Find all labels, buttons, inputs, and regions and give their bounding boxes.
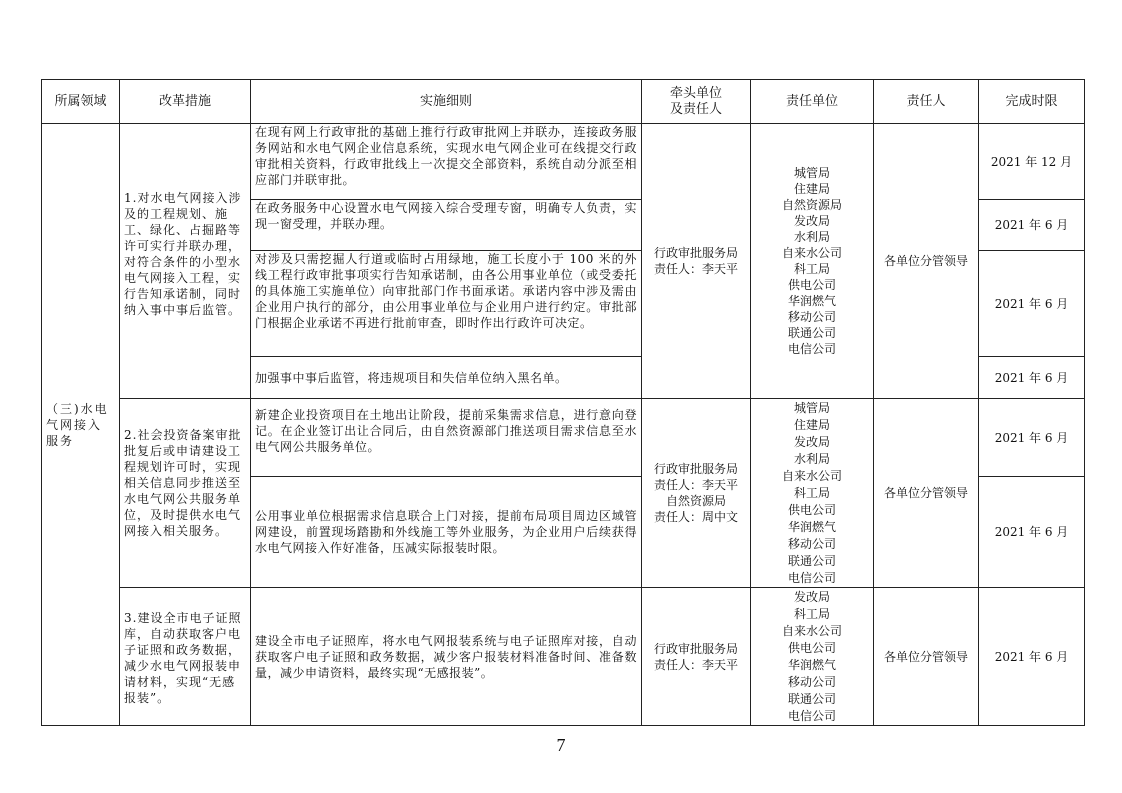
detail-cell: 建设全市电子证照库，将水电气网报装系统与电子证照库对接，自动获取客户电子证照和政务数据，减少客户报装材料准备时间、准备数量，减少申请资料，最终实现“无感报装”。: [251, 588, 642, 726]
responsible-unit: 科工局: [793, 485, 830, 500]
responsible-unit: 自来水公司: [781, 623, 842, 638]
responsible-units-cell: [751, 588, 874, 726]
responsible-unit: 联通公司: [787, 691, 836, 706]
measure-cell: 1.对水电气网接入涉及的工程规划、施工、绿化、占掘路等许可实行并联办理，对符合条件的小型水电气网接入工程，实行告知承诺制，同时纳入事中事后监管。: [120, 124, 251, 399]
responsible-unit: 华润燃气: [787, 294, 836, 308]
header-row: [42, 80, 1085, 124]
responsible-unit: 发改局: [793, 434, 830, 449]
lead-person: 责任人：李天平: [653, 262, 738, 276]
deadline-cell: 2021 年 6 月: [979, 477, 1085, 588]
responsible-unit: 电信公司: [787, 708, 836, 723]
measure-cell: 3.建设全市电子证照库，自动获取客户电子证照和政务数据，减少水电气网报装申请材料，实现“无感报装”。: [120, 588, 251, 726]
responsible-unit: 自来水公司: [781, 246, 842, 260]
responsible-unit: 供电公司: [787, 278, 836, 292]
responsible-unit: 移动公司: [787, 310, 836, 324]
table-row: [42, 588, 1085, 726]
lead-unit-cell: [642, 124, 751, 399]
deadline-cell: 2021 年 6 月: [979, 200, 1085, 251]
responsible-unit: 自来水公司: [781, 468, 842, 483]
responsible-unit: 电信公司: [787, 570, 836, 585]
deadline-cell: 2021 年 6 月: [979, 251, 1085, 357]
detail-cell: 公用事业单位根据需求信息联合上门对接，提前布局项目周边区域管网建设，前置现场踏勘和外线施工等外业服务，为企业用户后续获得水电气网接入作好准备，压减实际报装时限。: [251, 477, 642, 588]
table-row: [42, 399, 1085, 477]
responsible-unit: 住建局: [793, 182, 830, 196]
responsible-unit: 水利局: [793, 230, 830, 244]
responsible-unit: 移动公司: [787, 674, 836, 689]
header-lead-line2: 及责任人: [669, 101, 722, 117]
detail-cell: 在政务服务中心设置水电气网接入综合受理专窗，明确专人负责，实现一窗受理，并联办理。: [251, 200, 642, 251]
responsible-unit: 住建局: [793, 417, 830, 432]
lead-line: 行政审批服务局: [653, 462, 738, 476]
header-lead-line1: 牵头单位: [669, 85, 722, 101]
person-cell: 各单位分管领导: [874, 399, 979, 588]
domain-cell: （三)水电气网接入服务: [42, 124, 120, 726]
responsible-unit: 自然资源局: [781, 198, 842, 212]
responsible-unit: 联通公司: [787, 553, 836, 568]
page-number: 7: [556, 735, 566, 755]
detail-cell: 在现有网上行政审批的基础上推行行政审批网上并联办，连接政务服务网站和水电气网企业信息系统，实现水电气网企业可在线提交行政审批相关资料，行政审批线上一次提交全部资料，系统自动分派至相应部门并联审批。: [251, 124, 642, 200]
responsible-unit: 华润燃气: [787, 519, 836, 534]
deadline-cell: 2021 年 6 月: [979, 588, 1085, 726]
lead-line: 责任人：李天平: [653, 478, 738, 492]
lead-line: 自然资源局: [665, 494, 726, 508]
header-domain: 所属领域: [42, 80, 120, 124]
responsible-unit: 城管局: [793, 400, 830, 415]
header-lead: [642, 80, 751, 124]
lead-person: 责任人：李天平: [653, 657, 738, 672]
deadline-cell: 2021 年 12 月: [979, 124, 1085, 200]
header-measure: 改革措施: [120, 80, 251, 124]
header-responsible: 责任单位: [751, 80, 874, 124]
responsible-unit: 联通公司: [787, 326, 836, 340]
responsible-units-cell: [751, 399, 874, 588]
measure-cell: 2.社会投资备案审批批复后或申请建设工程规划许可时，实现相关信息同步推送至水电气网公共服务单位，及时提供水电气网接入相关服务。: [120, 399, 251, 588]
responsible-unit: 发改局: [793, 589, 830, 604]
table-row: [42, 124, 1085, 200]
header-person: 责任人: [874, 80, 979, 124]
responsible-unit: 水利局: [793, 451, 830, 466]
lead-line: 责任人：周中文: [653, 510, 738, 524]
detail-cell: 新建企业投资项目在土地出让阶段，提前采集需求信息，进行意向登记。在企业签订出让合同后，由自然资源部门推送项目需求信息至水电气网公共服务单位。: [251, 399, 642, 477]
lead-unit-cell: [642, 399, 751, 588]
lead-unit: 行政审批服务局: [653, 246, 738, 260]
header-deadline: 完成时限: [979, 80, 1085, 124]
detail-cell: 加强事中事后监管，将违规项目和失信单位纳入黑名单。: [251, 357, 642, 399]
header-details: 实施细则: [251, 80, 642, 124]
responsible-units-cell: [751, 124, 874, 399]
responsible-unit: 发改局: [793, 214, 830, 228]
detail-cell: 对涉及只需挖掘人行道或临时占用绿地，施工长度小于 100 米的外线工程行政审批事项实行告知承诺制，由各公用事业单位（或受委托的具体施工实施单位）向审批部门作书面承诺。承诺内容中涉及需由企业用户执行的部分，由公用事业单位与企业用户进行约定。审批部门根据企业承诺不再进行批前审查，即时作出行政许可决定。: [251, 251, 642, 357]
deadline-cell: 2021 年 6 月: [979, 357, 1085, 399]
responsible-unit: 科工局: [793, 606, 830, 621]
responsible-unit: 移动公司: [787, 536, 836, 551]
responsible-unit: 城管局: [793, 166, 830, 180]
responsible-unit: 科工局: [793, 262, 830, 276]
deadline-cell: 2021 年 6 月: [979, 399, 1085, 477]
responsible-unit: 供电公司: [787, 640, 836, 655]
person-cell: 各单位分管领导: [874, 124, 979, 399]
lead-unit: 行政审批服务局: [653, 641, 738, 656]
lead-unit-cell: [642, 588, 751, 726]
responsible-unit: 电信公司: [787, 342, 836, 356]
reform-table: [41, 79, 1085, 726]
person-cell: 各单位分管领导: [874, 588, 979, 726]
responsible-unit: 华润燃气: [787, 657, 836, 672]
responsible-unit: 供电公司: [787, 502, 836, 517]
